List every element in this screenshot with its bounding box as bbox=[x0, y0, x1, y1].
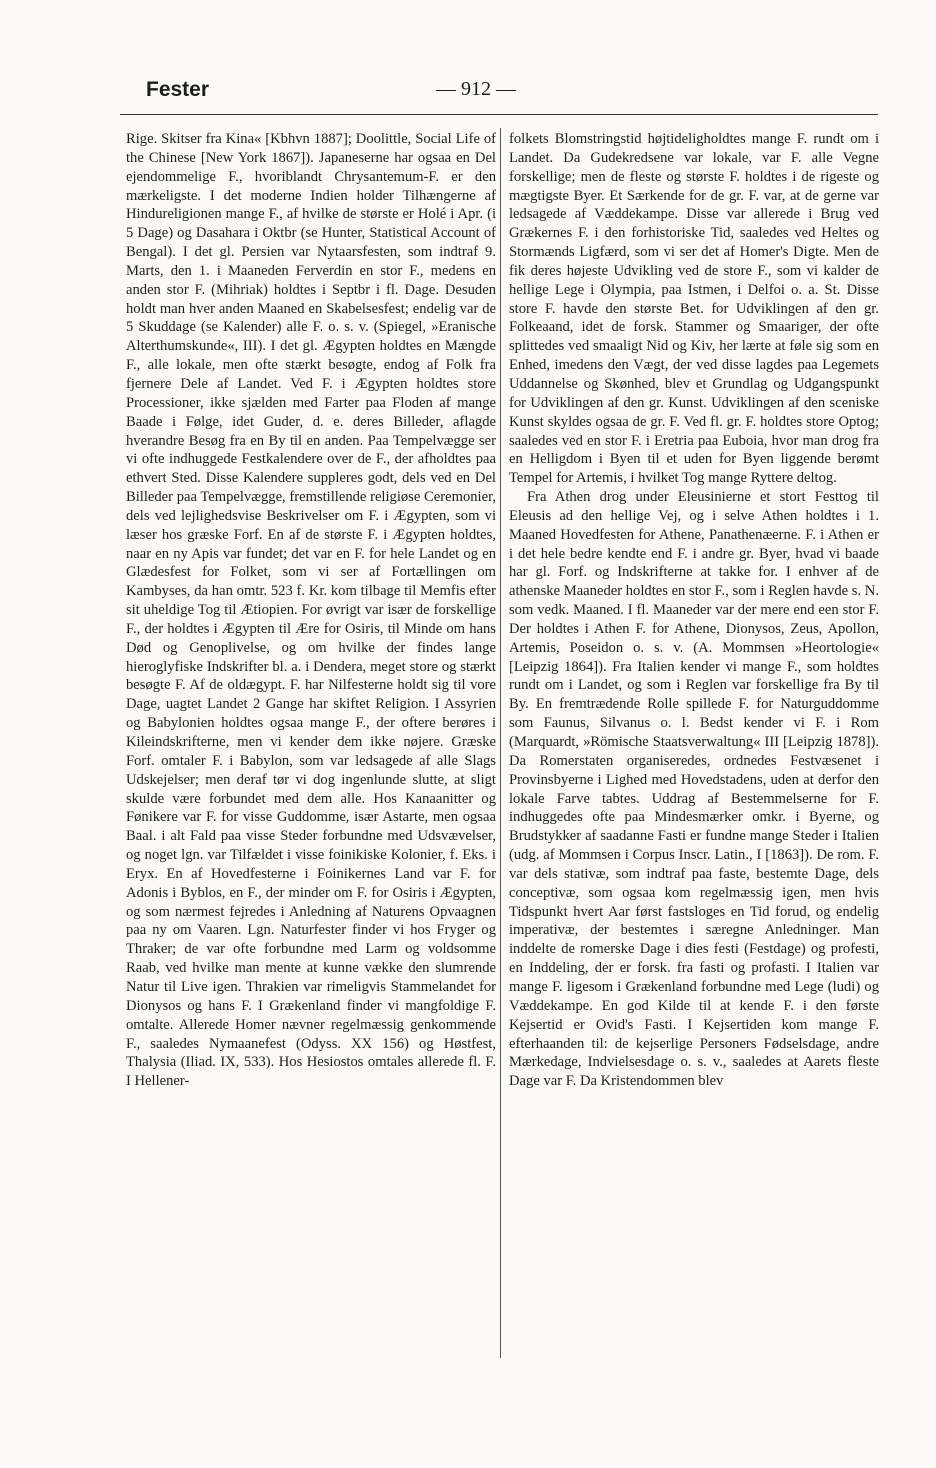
running-head-title: Fester bbox=[146, 78, 210, 101]
right-paragraph-1: folkets Blomstringstid højtideligholdtes mange F. rundt om i Landet. Da Gudekredsene var lokale, var F. alle Vegne forskellige; men de fleste og største F. holdtes i de rigeste og mægtigste Byer. Et Særkende for de gr. F. var, at de gerne var ledsagede af Væddekampe. Disse var allerede i Brug ved Grækernes F. i den forhistoriske Tid, saaledes ved Heltes og Stormænds Ligfærd, som vi ser det af Homer's Digte. Men de fik deres højeste Udvikling ved de store F., som vi kalder de hellige Lege i Olympia, paa Istmen, i Delfoi o. a. St. Disse store F. havde den største Bet. for Udviklingen af den gr. Folkeaand, idet de forsk. Stammer og Smaariger, der ofte splittedes ved smaaligt Nid og Kiv, her lærte at føle sig som en Enhed, imedens den Vægt, der ved disse lagdes paa Legemets Uddannelse og Skønhed, blev et Grundlag og Udgangspunkt for Udviklingen af den gr. Kunst. Udviklingen af den sceniske Kunst skyldes ogsaa de gr. F. Ved fl. gr. F. holdtes store Optog; saaledes ved en stor F. i Eretria paa Euboia, hvor man drog fra en Helligdom i Byen til et uden for Byen liggende berømt Tempel for Artemis, i hvilket Tog mange Ryttere deltog. bbox=[509, 131, 879, 487]
page-number: — 912 — bbox=[436, 78, 516, 100]
right-column bbox=[509, 130, 879, 1091]
left-column bbox=[126, 130, 496, 1091]
page-header bbox=[120, 78, 832, 108]
left-paragraph-1: Rige. Skitser fra Kina« [Kbhvn 1887]; Doolittle, Social Life of the Chinese [New York 1867]). Japaneserne har ogsaa en Del ejendommelige F., hvoriblandt Chrysantemum-F. er den mærkeligste. I det moderne Indien holder Tilhængerne af Hindureligionen mange F., af hvilke de største er Holé i Apr. (i 5 Dage) og Dasahara i Oktbr (se Hunter, Statistical Account of Bengal). I det gl. Persien var Nytaarsfesten, som indtraf 9. Marts, den 1. i Maaneden Ferverdin en stor F., medens en anden stor F. (Mihriak) holdtes i Septbr i fl. Dage. Desuden holdt man hver anden Maaned en Skabelsesfest; endelig var de 5 Skuddage (se Kalender) alle F. o. s. v. (Spiegel, »Eranische Alterthumskunde«, III). I det gl. Ægypten holdtes en Mængde F., alle lokale, men ofte stærkt besøgte, endog af Folk fra fjernere Dele af Landet. Ved F. i Ægypten holdtes store Processioner, ikke sjælden med Farter paa Floden af mange Baade i Følge, idet Guder, d. e. deres Billeder, aflagde hverandre Besøg fra en By til en anden. Paa Tempelvægge ser vi ofte indhuggede Festkalendere over de F., der afholdtes paa ethvert Sted. Disse Kalendere suppleres godt, dels ved en Del Billeder paa Tempelvægge, fremstillende religiøse Ceremonier, dels ved lejlighedsvise Beskrivelser om F. i Ægypten, som vi læser hos græske Forf. En af de største F. i Ægypten holdtes, naar en ny Apis var fundet; det var en F. for hele Landet og en Glædesfest for Folket, som vi ser af Fortællingen om Kambyses, da han omtr. 523 f. Kr. kom tilbage til Memfis efter sit uheldige Tog til Ætiopien. For øvrigt var især de forskellige F., der holdtes i Ægypten til Ære for Osiris, til Minde om hans Død og Genoplivelse, og om hvilke der findes lange hieroglyfiske Indskrifter bl. a. i Dendera, meget store og stærkt besøgte F. Af de oldægypt. F. har Nilfesterne holdt sig til vore Dage, uagtet Landet 2 Gange har skiftet Religion. I Assyrien og Babylonien holdtes ogsaa mange F., der oftere berøres i Kileindskrifterne, men vi kender dem ikke nøjere. Græske Forf. omtaler F. i Babylon, som var ledsagede af alle Slags Udskejelser; men deraf tør vi dog ingenlunde slutte, at sligt skulde være forbundet med dem alle. Hos Kanaanitter og Fønikere var F. for visse Guddomme, især Astarte, men ogsaa Baal. i alt Fald paa visse Steder forbundne med Udsvævelser, og noget lgn. var Tilfældet i visse foinikiske Kolonier, f. Eks. i Eryx. En af Hovedfesterne i Foinikernes Land var F. for Adonis i Byblos, en F., der minder om F. for Osiris i Ægypten, og som nærmest fejredes i Anledning af Naturens Opvaagnen paa ny om Vaaren. Lgn. Naturfester finder vi hos Fryger og Thraker; de var ofte forbundne med Larm og voldsomme Raab, ved hvilke man mente at kunne vække den slumrende Natur til Live igen. Thrakien var rimeligvis Stammelandet for Dionysos og hans F. I Grækenland finder vi mangfoldige F. omtalte. Allerede Homer nævner regelmæssig genkommende F., saaledes Nymaanefest (Odyss. XX 156) og Høstfest, Thalysia (Iliad. IX, 533). Hos Hesiostos omtales allerede fl. F. I Hellener- bbox=[126, 131, 496, 1090]
column-divider bbox=[500, 128, 501, 1358]
right-paragraph-2: Fra Athen drog under Eleusinierne et stort Festtog til Eleusis ad den hellige Vej, og i selve Athen holdtes i 1. Maaned Hovedfesten for Athene, Panathenæerne. F. i Athen er i det hele bedre kendte end F. i andre gr. Byer, hvad vi baade har gl. Forf. og Indskrifterne at takke for. I enhver af de athenske Maaneder holdtes en stor F., som i Reglen havde s. N. som vedk. Maaned. I fl. Maaneder var der mere end een stor F. Der holdtes i Athen F. for Athene, Dionysos, Zeus, Apollon, Artemis, Poseidon o. s. v. (A. Mommsen »Heortologie« [Leipzig 1864]). Fra Italien kender vi mange F., som holdtes rundt om i Landet, og som i Reglen var forskellige fra By til By. En fremtrædende Rolle spillede F. for Naturguddomme som Faunus, Silvanus o. l. Bedst kender vi F. i Rom (Marquardt, »Römische Staatsverwaltung« III [Leipzig 1878]). Da Romerstaten organiseredes, ordnedes Festvæsenet i Provinsbyerne i Lighed med Hovedstadens, uden at derfor den lokale Farve tabtes. Uddrag af Bestemmelserne for F. indhuggedes ofte paa Mindesmærker omkr. i Byerne, og Brudstykker af saadanne Fasti er fundne mange Steder i Italien (udg. af Mommsen i Corpus Inscr. Latin., I [1863]). De rom. F. var dels stativæ, som indtraf paa faste, bestemte Dage, dels conceptivæ, som ogsaa kom regelmæssig igen, men hvis Tidspunkt hvert Aar først fastsloges en Tid forud, og endelig imperativæ, der bestemtes i særegne Anledninger. Man inddelte de romerske Dage i dies festi (Festdage) og profesti, en Inddeling, der er forsk. fra fasti og profasti. I Italien var mange F. ligesom i Grækenland forbundne med Lege (ludi) og Væddekampe. En god Kilde til at kende F. i den første Kejsertid er Ovid's Fasti. I Kejsertiden kom mange F. efterhaanden til: de kejserlige Personers Fødselsdage, andre Mærkedage, Indvielsesdage o. s. v., saaledes at Aarets fleste Dage var F. Da Kristendommen blev bbox=[509, 489, 879, 1090]
header-rule bbox=[120, 114, 878, 115]
